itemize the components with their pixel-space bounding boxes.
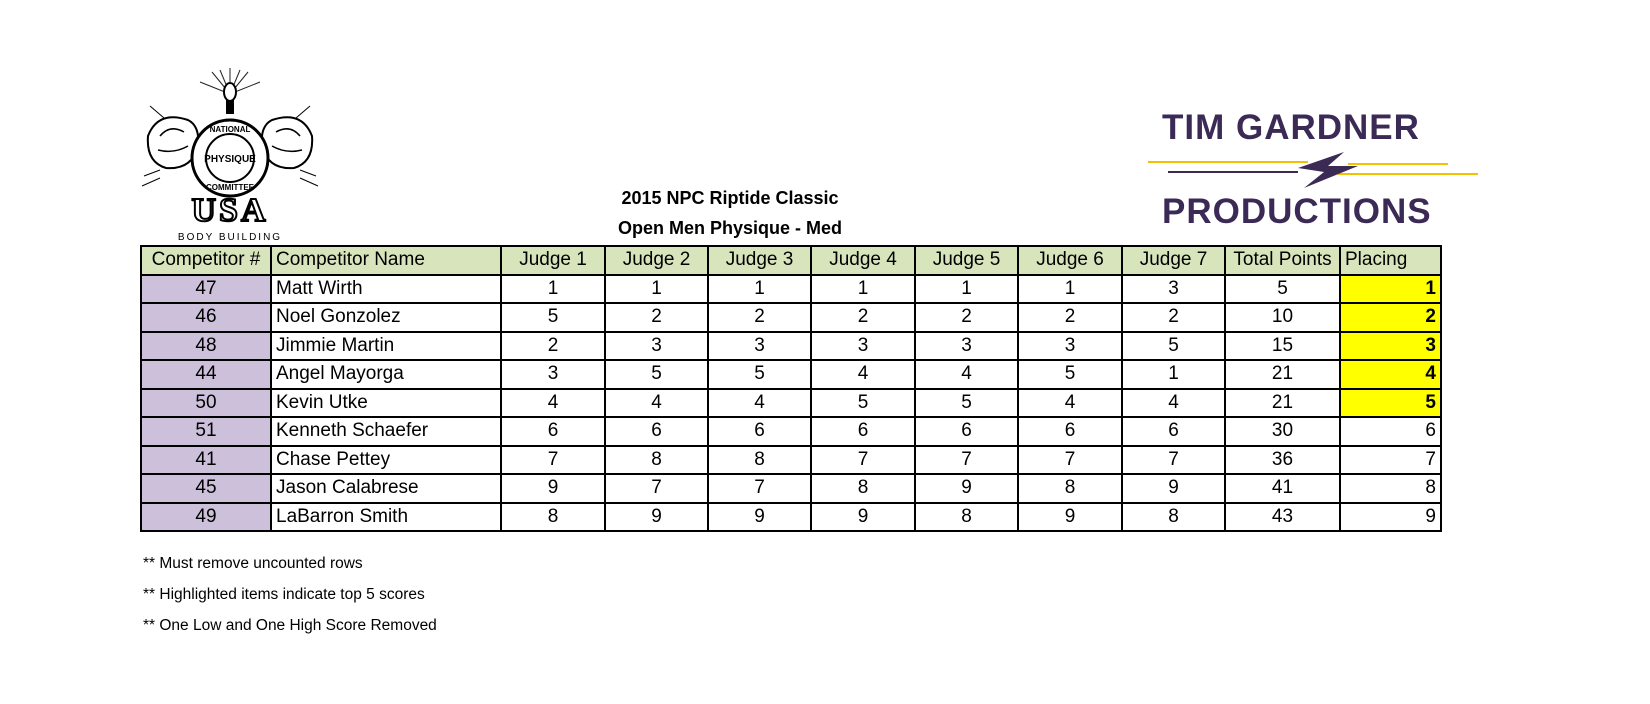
- competitor-number-cell: 47: [141, 275, 271, 304]
- judge-score-cell: 2: [708, 303, 811, 332]
- table-row: [141, 389, 1441, 418]
- judge-score-cell: 9: [1122, 474, 1225, 503]
- division-title: Open Men Physique - Med: [617, 218, 843, 238]
- svg-text:NATIONAL: NATIONAL: [209, 125, 251, 134]
- results-table: [140, 245, 1442, 532]
- judge-score-cell: 2: [811, 303, 915, 332]
- judge-score-cell: 5: [1122, 332, 1225, 361]
- placing-cell: 7: [1340, 446, 1441, 475]
- note-uncounted-rows: ** Must remove uncounted rows: [143, 555, 363, 572]
- column-header: Competitor #: [141, 246, 271, 275]
- judge-score-cell: 7: [708, 474, 811, 503]
- column-header: Total Points: [1225, 246, 1340, 275]
- placing-cell: 2: [1340, 303, 1441, 332]
- placing-cell: 4: [1340, 360, 1441, 389]
- competitor-number-cell: 49: [141, 503, 271, 532]
- svg-text:USA: USA: [191, 192, 269, 229]
- table-row: [141, 474, 1441, 503]
- table-header-row: [141, 246, 1441, 275]
- judge-score-cell: 7: [1018, 446, 1122, 475]
- judge-score-cell: 1: [1122, 360, 1225, 389]
- table-row: [141, 303, 1441, 332]
- competitor-name-cell: LaBarron Smith: [271, 503, 501, 532]
- judge-score-cell: 8: [1122, 503, 1225, 532]
- judge-score-cell: 7: [811, 446, 915, 475]
- judge-score-cell: 3: [708, 332, 811, 361]
- table-row: [141, 503, 1441, 532]
- judge-score-cell: 1: [708, 275, 811, 304]
- column-header: Judge 6: [1018, 246, 1122, 275]
- judge-score-cell: 2: [1122, 303, 1225, 332]
- column-header: Judge 5: [915, 246, 1018, 275]
- judge-score-cell: 5: [605, 360, 708, 389]
- judge-score-cell: 3: [811, 332, 915, 361]
- placing-cell: 9: [1340, 503, 1441, 532]
- total-points-cell: 21: [1225, 360, 1340, 389]
- judge-score-cell: 1: [605, 275, 708, 304]
- competitor-name-cell: Angel Mayorga: [271, 360, 501, 389]
- judge-score-cell: 4: [501, 389, 605, 418]
- total-points-cell: 30: [1225, 417, 1340, 446]
- judge-score-cell: 2: [915, 303, 1018, 332]
- judge-score-cell: 9: [811, 503, 915, 532]
- notes: [143, 554, 437, 647]
- column-header: Placing: [1340, 246, 1441, 275]
- placing-cell: 8: [1340, 474, 1441, 503]
- svg-text:PHYSIQUE: PHYSIQUE: [204, 154, 256, 165]
- tgp-logo-line2: PRODUCTIONS: [1162, 192, 1432, 231]
- judge-score-cell: 4: [605, 389, 708, 418]
- table-row: [141, 417, 1441, 446]
- judge-score-cell: 6: [1018, 417, 1122, 446]
- competitor-name-cell: Chase Pettey: [271, 446, 501, 475]
- judge-score-cell: 9: [708, 503, 811, 532]
- competitor-name-cell: Kenneth Schaefer: [271, 417, 501, 446]
- competitor-number-cell: 41: [141, 446, 271, 475]
- competitor-name-cell: Jimmie Martin: [271, 332, 501, 361]
- total-points-cell: 5: [1225, 275, 1340, 304]
- competitor-name-cell: Jason Calabrese: [271, 474, 501, 503]
- judge-score-cell: 1: [811, 275, 915, 304]
- judge-score-cell: 6: [811, 417, 915, 446]
- column-header: Judge 4: [811, 246, 915, 275]
- svg-text:BODY BUILDING: BODY BUILDING: [177, 232, 283, 243]
- table-row: [141, 332, 1441, 361]
- judge-score-cell: 9: [501, 474, 605, 503]
- total-points-cell: 21: [1225, 389, 1340, 418]
- total-points-cell: 43: [1225, 503, 1340, 532]
- placing-cell: 6: [1340, 417, 1441, 446]
- note-scores-removed: ** One Low and One High Score Removed: [143, 617, 437, 634]
- total-points-cell: 36: [1225, 446, 1340, 475]
- placing-cell: 3: [1340, 332, 1441, 361]
- judge-score-cell: 6: [708, 417, 811, 446]
- table-body: [141, 275, 1441, 532]
- competitor-number-cell: 46: [141, 303, 271, 332]
- table-row: [141, 275, 1441, 304]
- judge-score-cell: 4: [1018, 389, 1122, 418]
- column-header: Judge 2: [605, 246, 708, 275]
- judge-score-cell: 1: [915, 275, 1018, 304]
- judge-score-cell: 5: [501, 303, 605, 332]
- judge-score-cell: 2: [501, 332, 605, 361]
- column-header: Competitor Name: [271, 246, 501, 275]
- judge-score-cell: 8: [1018, 474, 1122, 503]
- placing-cell: 1: [1340, 275, 1441, 304]
- judge-score-cell: 7: [605, 474, 708, 503]
- judge-score-cell: 6: [605, 417, 708, 446]
- competitor-number-cell: 48: [141, 332, 271, 361]
- judge-score-cell: 4: [708, 389, 811, 418]
- total-points-cell: 10: [1225, 303, 1340, 332]
- judge-score-cell: 5: [1018, 360, 1122, 389]
- table-row: [141, 446, 1441, 475]
- svg-text:COMMITTEE: COMMITTEE: [206, 183, 254, 192]
- contest-title: 2015 NPC Riptide Classic: [621, 188, 839, 208]
- column-header: Judge 1: [501, 246, 605, 275]
- placing-cell: 5: [1340, 389, 1441, 418]
- total-points-cell: 41: [1225, 474, 1340, 503]
- judge-score-cell: 2: [605, 303, 708, 332]
- tim-gardner-productions-logo: [1148, 100, 1498, 240]
- judge-score-cell: 1: [1018, 275, 1122, 304]
- competitor-number-cell: 50: [141, 389, 271, 418]
- judge-score-cell: 5: [708, 360, 811, 389]
- judge-score-cell: 8: [501, 503, 605, 532]
- judge-score-cell: 1: [501, 275, 605, 304]
- judge-score-cell: 4: [811, 360, 915, 389]
- total-points-cell: 15: [1225, 332, 1340, 361]
- judge-score-cell: 8: [811, 474, 915, 503]
- judge-score-cell: 7: [915, 446, 1018, 475]
- judge-score-cell: 8: [605, 446, 708, 475]
- judge-score-cell: 6: [915, 417, 1018, 446]
- judge-score-cell: 2: [1018, 303, 1122, 332]
- judge-score-cell: 9: [605, 503, 708, 532]
- judge-score-cell: 4: [1122, 389, 1225, 418]
- judge-score-cell: 6: [1122, 417, 1225, 446]
- lightning-bolt-icon: [1148, 144, 1498, 196]
- table-row: [141, 360, 1441, 389]
- judge-score-cell: 4: [915, 360, 1018, 389]
- column-header: Judge 3: [708, 246, 811, 275]
- judge-score-cell: 9: [915, 474, 1018, 503]
- tgp-logo-line1: TIM GARDNER: [1162, 108, 1420, 147]
- competitor-number-cell: 45: [141, 474, 271, 503]
- npc-emblem-icon: [140, 66, 320, 244]
- column-header: Judge 7: [1122, 246, 1225, 275]
- judge-score-cell: 8: [708, 446, 811, 475]
- npc-logo-icon: [140, 66, 320, 244]
- judge-score-cell: 3: [1122, 275, 1225, 304]
- competitor-name-cell: Matt Wirth: [271, 275, 501, 304]
- judge-score-cell: 9: [1018, 503, 1122, 532]
- judge-score-cell: 5: [811, 389, 915, 418]
- judge-score-cell: 3: [915, 332, 1018, 361]
- note-highlighted-items: ** Highlighted items indicate top 5 scores: [143, 586, 425, 603]
- judge-score-cell: 7: [1122, 446, 1225, 475]
- judge-score-cell: 8: [915, 503, 1018, 532]
- competitor-number-cell: 44: [141, 360, 271, 389]
- judge-score-cell: 6: [501, 417, 605, 446]
- competitor-name-cell: Kevin Utke: [271, 389, 501, 418]
- judge-score-cell: 3: [605, 332, 708, 361]
- judge-score-cell: 7: [501, 446, 605, 475]
- judge-score-cell: 5: [915, 389, 1018, 418]
- judge-score-cell: 3: [1018, 332, 1122, 361]
- competitor-number-cell: 51: [141, 417, 271, 446]
- competitor-name-cell: Noel Gonzolez: [271, 303, 501, 332]
- judge-score-cell: 3: [501, 360, 605, 389]
